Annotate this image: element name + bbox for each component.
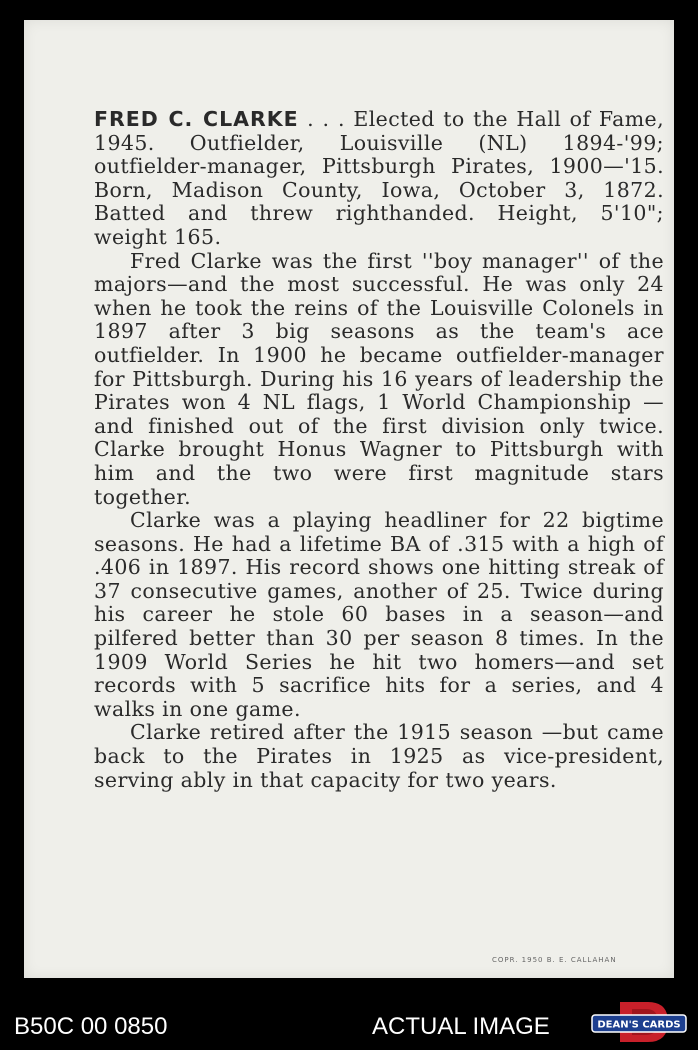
card-back [24, 20, 674, 978]
intro-text: . . . Elected to the Hall of Fame, 1945. Outfielder, Louisville (NL) 1894-'99; outfielder-manager, Pittsburgh Pirates, 1900—'15. Born, Madison County, Iowa, October 3, 1872. Batted and threw righthanded. Height, 5'10"; weight 165. [94, 107, 664, 249]
deans-cards-logo [590, 1000, 688, 1044]
item-id: B50C 00 0850 [14, 1013, 168, 1040]
player-name: FRED C. CLARKE [94, 107, 299, 131]
card-text [94, 108, 664, 792]
bio-paragraph: Clarke retired after the 1915 season —but came back to the Pirates in 1925 as vice-president, serving ably in that capacity for two years. [94, 720, 664, 792]
bio-paragraph: Clarke was a playing headliner for 22 bigtime seasons. He had a lifetime BA of .315 with a high of .406 in 1897. His record shows one hitting streak of 37 consecutive games, another of 25. Twice during his career he stole 60 bases in a season—and pilfered better than 30 per season 8 times. In the 1909 World Series he hit two homers—and set records with 5 sacrifice hits for a series, and 4 walks in one game. [94, 508, 664, 721]
actual-image-label: ACTUAL IMAGE [372, 1013, 550, 1040]
logo-text: DEAN'S CARDS [597, 1019, 681, 1031]
intro-paragraph [94, 108, 664, 250]
bio-paragraph: Fred Clarke was the first ''boy manager'' of the majors—and the most successful. He was only 24 when he took the reins of the Louisville Colonels in 1897 after 3 big seasons as the team's ace outfielder. In 1900 he became outfielder-manager for Pittsburgh. During his 16 years of leadership the Pirates won 4 NL flags, 1 World Championship —and finished out of the first division only twice. Clarke brought Honus Wagner to Pittsburgh with him and the two were first magnitude stars together. [94, 248, 664, 509]
copyright-notice: COPR. 1950 B. E. CALLAHAN [492, 956, 617, 964]
